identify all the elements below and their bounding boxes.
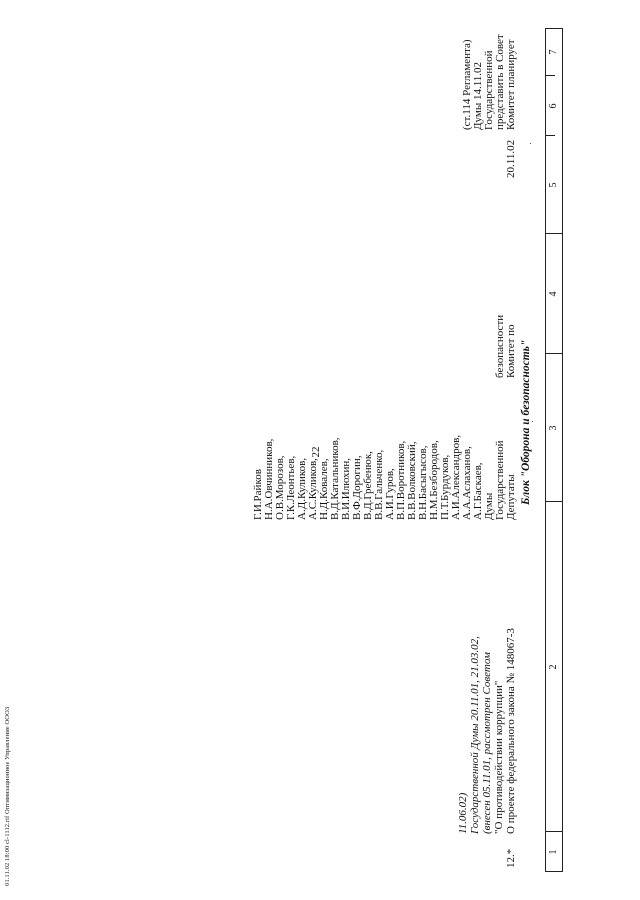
- column-number-2: 2: [548, 664, 559, 670]
- authors-head-line-2: Государственной: [494, 440, 506, 520]
- column-number-header: [545, 28, 563, 872]
- author-item: П.Т.Бурдуков,: [439, 454, 451, 520]
- row-number: 12.*: [505, 848, 517, 868]
- author-item: Н.Д.Ковалев,: [318, 458, 330, 520]
- authors-head-line-3: Думы: [483, 492, 495, 520]
- column-number-7: 7: [548, 49, 559, 55]
- author-item: А.И.Гуров,: [384, 468, 396, 520]
- note-line-3: Государственной: [483, 50, 495, 130]
- author-item: Г.К.Леонтьев,: [285, 455, 297, 520]
- author-item: Н.М.Безбородов,: [428, 440, 440, 520]
- column-number-4: 4: [548, 291, 559, 297]
- bill-note-line-1: (внесен 05.11.01, рассмотрен Советом: [481, 652, 493, 834]
- bill-note-line-2: Государственной Думы 20.11.01, 21.03.02,: [469, 636, 481, 834]
- author-item: А.С.Куликов,: [307, 458, 319, 520]
- page-number: 22: [310, 446, 322, 458]
- author-item: Г.И.Райков: [252, 469, 264, 520]
- note-line-5: (ст.114 Регламента): [461, 39, 473, 130]
- column-number-5: 5: [548, 182, 559, 188]
- author-item: А.Г.Баскаев,: [472, 462, 484, 520]
- column-number-6: 6: [548, 103, 559, 109]
- column-number-3: 3: [548, 425, 559, 431]
- author-item: В.П.Воротников,: [395, 440, 407, 520]
- footer-text: 01.11.02 18:00 cl-1112.rtf Оптимизационное Управление ООО3: [4, 706, 11, 886]
- author-item: А.И.Александров,: [450, 434, 462, 520]
- block-title: Блок "Оборона и безопасность": [520, 339, 532, 505]
- committee-line-1: Комитет по: [505, 324, 517, 378]
- authors-head-line-1: Депутаты: [505, 474, 517, 520]
- author-item: В.В.Гальченко,: [373, 449, 385, 520]
- bill-title-line-2: "О противодействии коррупции": [493, 680, 505, 834]
- author-item: В.Д.Гребенюк,: [362, 451, 374, 520]
- note-line-2: представить в Совет: [494, 34, 506, 130]
- author-item: В.Н.Басыгысов,: [417, 445, 429, 520]
- author-item: В.В.Волковский,: [406, 441, 418, 520]
- author-item: В.Д.Катальников,: [329, 437, 341, 520]
- author-item: В.Ф.Дорогин,: [351, 455, 363, 520]
- column-number-1: 1: [548, 849, 559, 855]
- date-value: 20.11.02: [505, 139, 517, 178]
- author-item: Н.А.Овчинников,: [263, 438, 275, 520]
- author-item: А.Д.Куликов,: [296, 457, 308, 520]
- committee-line-2: безопасности: [494, 314, 506, 378]
- bill-note-line-3: 11.06.02): [457, 792, 469, 834]
- note-line-4: Думы 14.11.02: [472, 61, 484, 130]
- author-item: В.И.Илюхин,: [340, 457, 352, 520]
- author-item: О.В.Морозов,: [274, 455, 286, 520]
- author-item: А.А.Аслаханов,: [461, 446, 473, 520]
- note-line-1: Комитет планирует: [505, 39, 517, 130]
- bill-title-line-1: О проекте федерального закона № 148067-3: [505, 628, 517, 834]
